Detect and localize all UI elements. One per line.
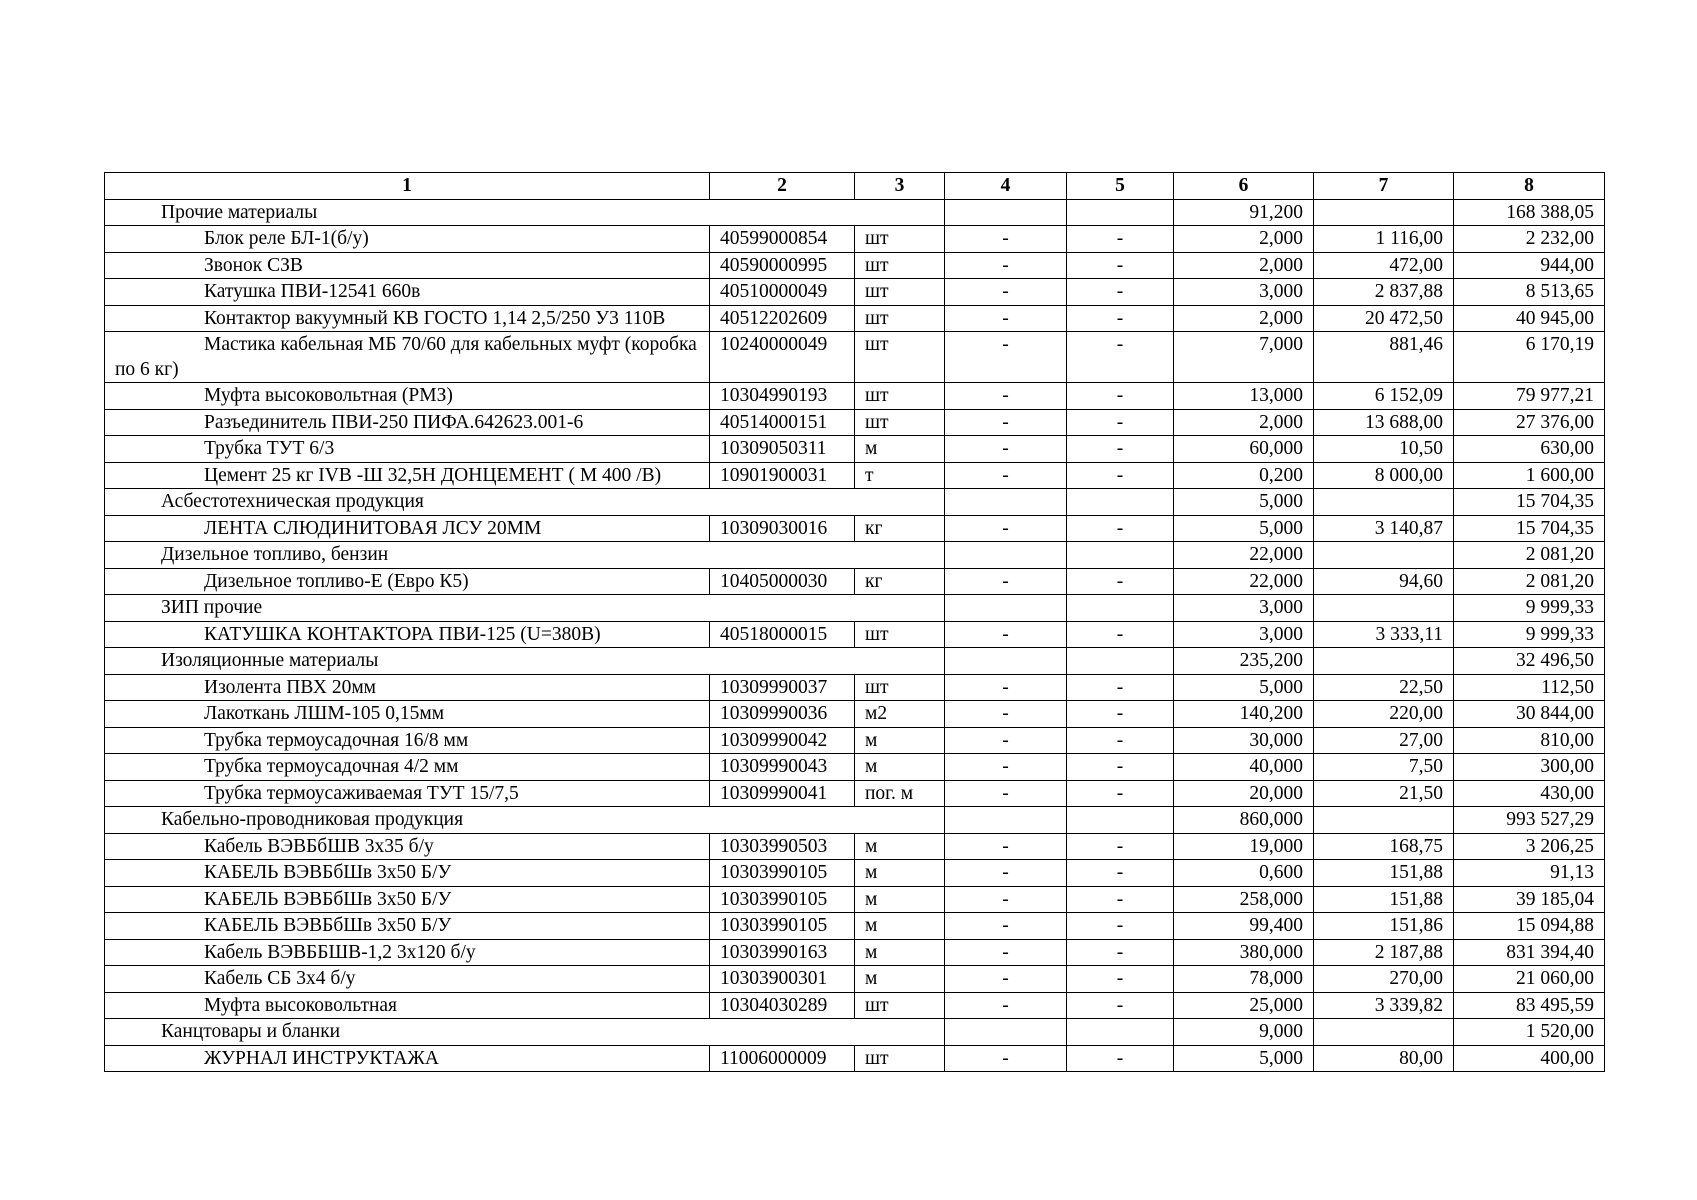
table-row [105, 886, 1605, 913]
code-cell: 10240000049 [710, 332, 855, 383]
price-cell [1314, 648, 1454, 675]
col5-cell [1067, 1019, 1174, 1046]
price-cell: 20 472,50 [1314, 305, 1454, 332]
unit-cell: т [855, 462, 945, 489]
price-cell: 3 339,82 [1314, 992, 1454, 1019]
item-name-cell: Муфта высоковольтная (РМЗ) [105, 383, 710, 410]
col5-cell: - [1067, 754, 1174, 781]
item-name-cell: Разъединитель ПВИ-250 ПИФА.642623.001-6 [105, 409, 710, 436]
sum-cell: 8 513,65 [1454, 279, 1605, 306]
unit-cell: шт [855, 992, 945, 1019]
sum-cell: 810,00 [1454, 727, 1605, 754]
sum-cell: 1 520,00 [1454, 1019, 1605, 1046]
price-cell [1314, 807, 1454, 834]
group-row [105, 648, 1605, 675]
unit-cell: шт [855, 1045, 945, 1072]
price-cell: 168,75 [1314, 833, 1454, 860]
quantity-cell: 0,200 [1174, 462, 1314, 489]
col5-cell: - [1067, 966, 1174, 993]
sum-cell: 9 999,33 [1454, 621, 1605, 648]
price-cell: 270,00 [1314, 966, 1454, 993]
table-row [105, 305, 1605, 332]
col5-cell: - [1067, 701, 1174, 728]
col4-cell [945, 595, 1067, 622]
table-row [105, 279, 1605, 306]
unit-cell: шт [855, 279, 945, 306]
sum-cell: 40 945,00 [1454, 305, 1605, 332]
col5-cell: - [1067, 515, 1174, 542]
col4-cell: - [945, 305, 1067, 332]
sum-cell: 32 496,50 [1454, 648, 1605, 675]
table-row [105, 966, 1605, 993]
group-row [105, 595, 1605, 622]
col4-cell: - [945, 939, 1067, 966]
sum-cell: 430,00 [1454, 780, 1605, 807]
header-cell: 8 [1454, 173, 1605, 200]
header-cell: 7 [1314, 173, 1454, 200]
quantity-cell: 2,000 [1174, 226, 1314, 253]
sum-cell: 831 394,40 [1454, 939, 1605, 966]
col5-cell: - [1067, 305, 1174, 332]
unit-cell: м [855, 860, 945, 887]
item-name-cell: КАБЕЛЬ ВЭВБбШв 3х50 Б/У [105, 913, 710, 940]
col4-cell: - [945, 383, 1067, 410]
price-cell: 13 688,00 [1314, 409, 1454, 436]
code-cell: 10303990503 [710, 833, 855, 860]
group-row [105, 489, 1605, 516]
quantity-cell: 235,200 [1174, 648, 1314, 675]
document-page [104, 172, 1604, 1072]
sum-cell: 2 081,20 [1454, 542, 1605, 569]
group-name-cell: ЗИП прочие [105, 595, 945, 622]
price-cell: 220,00 [1314, 701, 1454, 728]
price-cell [1314, 595, 1454, 622]
quantity-cell: 3,000 [1174, 595, 1314, 622]
sum-cell: 1 600,00 [1454, 462, 1605, 489]
price-cell: 80,00 [1314, 1045, 1454, 1072]
unit-cell: шт [855, 305, 945, 332]
sum-cell: 9 999,33 [1454, 595, 1605, 622]
sum-cell: 39 185,04 [1454, 886, 1605, 913]
col5-cell: - [1067, 939, 1174, 966]
price-cell: 27,00 [1314, 727, 1454, 754]
price-cell: 3 140,87 [1314, 515, 1454, 542]
quantity-cell: 2,000 [1174, 305, 1314, 332]
col4-cell: - [945, 1045, 1067, 1072]
col5-cell: - [1067, 621, 1174, 648]
col4-cell: - [945, 992, 1067, 1019]
unit-cell: пог. м [855, 780, 945, 807]
quantity-cell: 2,000 [1174, 252, 1314, 279]
sum-cell: 168 388,05 [1454, 199, 1605, 226]
sum-cell: 112,50 [1454, 674, 1605, 701]
col4-cell: - [945, 860, 1067, 887]
col5-cell: - [1067, 727, 1174, 754]
table-row [105, 515, 1605, 542]
price-cell [1314, 1019, 1454, 1046]
group-name-cell: Прочие материалы [105, 199, 945, 226]
table-row [105, 621, 1605, 648]
quantity-cell: 19,000 [1174, 833, 1314, 860]
code-cell: 10303900301 [710, 966, 855, 993]
col5-cell: - [1067, 568, 1174, 595]
price-cell: 94,60 [1314, 568, 1454, 595]
unit-cell: кг [855, 568, 945, 595]
price-cell: 7,50 [1314, 754, 1454, 781]
unit-cell: м [855, 727, 945, 754]
item-name-cell: Блок реле БЛ-1(б/у) [105, 226, 710, 253]
sum-cell: 21 060,00 [1454, 966, 1605, 993]
price-cell: 472,00 [1314, 252, 1454, 279]
col4-cell [945, 807, 1067, 834]
col4-cell: - [945, 833, 1067, 860]
group-name-cell: Изоляционные материалы [105, 648, 945, 675]
col4-cell [945, 199, 1067, 226]
col4-cell: - [945, 886, 1067, 913]
unit-cell: шт [855, 409, 945, 436]
item-name-cell: Трубка термоусадочная 16/8 мм [105, 727, 710, 754]
col4-cell [945, 1019, 1067, 1046]
price-cell: 10,50 [1314, 436, 1454, 463]
code-cell: 40514000151 [710, 409, 855, 436]
quantity-cell: 860,000 [1174, 807, 1314, 834]
col5-cell: - [1067, 674, 1174, 701]
table-row [105, 1045, 1605, 1072]
item-name-cell: Лакоткань ЛШМ-105 0,15мм [105, 701, 710, 728]
col5-cell [1067, 595, 1174, 622]
quantity-cell: 5,000 [1174, 1045, 1314, 1072]
table-row [105, 860, 1605, 887]
item-name-cell: Изолента ПВХ 20мм [105, 674, 710, 701]
col4-cell: - [945, 332, 1067, 383]
table-row [105, 833, 1605, 860]
group-row [105, 1019, 1605, 1046]
price-cell: 151,88 [1314, 860, 1454, 887]
col4-cell: - [945, 727, 1067, 754]
code-cell: 10309050311 [710, 436, 855, 463]
col5-cell: - [1067, 226, 1174, 253]
col5-cell [1067, 542, 1174, 569]
unit-cell: м2 [855, 701, 945, 728]
code-cell: 10309030016 [710, 515, 855, 542]
col5-cell: - [1067, 409, 1174, 436]
sum-cell: 15 704,35 [1454, 515, 1605, 542]
header-cell: 2 [710, 173, 855, 200]
col4-cell: - [945, 436, 1067, 463]
item-name-cell: Цемент 25 кг IVB -Ш 32,5Н ДОНЦЕМЕНТ ( М 400 /В) [105, 462, 710, 489]
col4-cell: - [945, 252, 1067, 279]
unit-cell: шт [855, 332, 945, 383]
item-name-cell: Звонок СЗВ [105, 252, 710, 279]
col5-cell: - [1067, 780, 1174, 807]
unit-cell: м [855, 966, 945, 993]
code-cell: 40590000995 [710, 252, 855, 279]
col5-cell: - [1067, 1045, 1174, 1072]
materials-table [104, 172, 1605, 1072]
table-row [105, 939, 1605, 966]
col4-cell: - [945, 409, 1067, 436]
unit-cell: м [855, 939, 945, 966]
group-row [105, 807, 1605, 834]
table-row [105, 436, 1605, 463]
price-cell [1314, 489, 1454, 516]
table-row [105, 568, 1605, 595]
quantity-cell: 13,000 [1174, 383, 1314, 410]
sum-cell: 630,00 [1454, 436, 1605, 463]
table-body [105, 199, 1605, 1072]
col4-cell: - [945, 515, 1067, 542]
table-row [105, 727, 1605, 754]
code-cell: 10303990163 [710, 939, 855, 966]
col4-cell: - [945, 913, 1067, 940]
code-cell: 10309990042 [710, 727, 855, 754]
item-name-cell: ЖУРНАЛ ИНСТРУКТАЖА [105, 1045, 710, 1072]
header-cell: 1 [105, 173, 710, 200]
quantity-cell: 5,000 [1174, 674, 1314, 701]
col5-cell [1067, 807, 1174, 834]
quantity-cell: 60,000 [1174, 436, 1314, 463]
unit-cell: шт [855, 383, 945, 410]
item-name-cell: КАТУШКА КОНТАКТОРА ПВИ-125 (U=380В) [105, 621, 710, 648]
price-cell: 151,88 [1314, 886, 1454, 913]
col5-cell: - [1067, 913, 1174, 940]
code-cell: 10303990105 [710, 913, 855, 940]
sum-cell: 6 170,19 [1454, 332, 1605, 383]
quantity-cell: 30,000 [1174, 727, 1314, 754]
quantity-cell: 40,000 [1174, 754, 1314, 781]
table-row [105, 252, 1605, 279]
col5-cell: - [1067, 992, 1174, 1019]
unit-cell: м [855, 436, 945, 463]
unit-cell: шт [855, 252, 945, 279]
table-row [105, 913, 1605, 940]
sum-cell: 2 081,20 [1454, 568, 1605, 595]
col4-cell: - [945, 279, 1067, 306]
quantity-cell: 20,000 [1174, 780, 1314, 807]
table-row [105, 992, 1605, 1019]
quantity-cell: 99,400 [1174, 913, 1314, 940]
group-name-cell: Кабельно-проводниковая продукция [105, 807, 945, 834]
sum-cell: 79 977,21 [1454, 383, 1605, 410]
item-name-cell: ЛЕНТА СЛЮДИНИТОВАЯ ЛСУ 20ММ [105, 515, 710, 542]
table-row [105, 383, 1605, 410]
col4-cell [945, 489, 1067, 516]
price-cell: 6 152,09 [1314, 383, 1454, 410]
code-cell: 10304990193 [710, 383, 855, 410]
unit-cell: м [855, 886, 945, 913]
quantity-cell: 5,000 [1174, 515, 1314, 542]
price-cell: 21,50 [1314, 780, 1454, 807]
item-name-cell: Трубка термоусаживаемая ТУТ 15/7,5 [105, 780, 710, 807]
col5-cell [1067, 648, 1174, 675]
quantity-cell: 3,000 [1174, 621, 1314, 648]
quantity-cell: 91,200 [1174, 199, 1314, 226]
header-cell: 4 [945, 173, 1067, 200]
table-row [105, 409, 1605, 436]
col5-cell: - [1067, 383, 1174, 410]
price-cell: 3 333,11 [1314, 621, 1454, 648]
sum-cell: 400,00 [1454, 1045, 1605, 1072]
col4-cell: - [945, 966, 1067, 993]
unit-cell: шт [855, 674, 945, 701]
col4-cell: - [945, 226, 1067, 253]
sum-cell: 944,00 [1454, 252, 1605, 279]
col4-cell: - [945, 780, 1067, 807]
table-row [105, 701, 1605, 728]
sum-cell: 2 232,00 [1454, 226, 1605, 253]
quantity-cell: 380,000 [1174, 939, 1314, 966]
col4-cell [945, 542, 1067, 569]
header-row [105, 173, 1605, 200]
code-cell: 10309990036 [710, 701, 855, 728]
item-name-cell: Кабель ВЭВБбШВ 3х35 б/у [105, 833, 710, 860]
quantity-cell: 78,000 [1174, 966, 1314, 993]
col5-cell: - [1067, 436, 1174, 463]
header-cell: 6 [1174, 173, 1314, 200]
item-name-cell: КАБЕЛЬ ВЭВБбШв 3х50 Б/У [105, 886, 710, 913]
sum-cell: 27 376,00 [1454, 409, 1605, 436]
code-cell: 10405000030 [710, 568, 855, 595]
sum-cell: 83 495,59 [1454, 992, 1605, 1019]
group-row [105, 542, 1605, 569]
price-cell: 2 837,88 [1314, 279, 1454, 306]
quantity-cell: 7,000 [1174, 332, 1314, 383]
col4-cell: - [945, 701, 1067, 728]
unit-cell: м [855, 754, 945, 781]
group-name-cell: Асбестотехническая продукция [105, 489, 945, 516]
price-cell: 881,46 [1314, 332, 1454, 383]
quantity-cell: 140,200 [1174, 701, 1314, 728]
col5-cell [1067, 489, 1174, 516]
col5-cell: - [1067, 860, 1174, 887]
sum-cell: 30 844,00 [1454, 701, 1605, 728]
col5-cell: - [1067, 279, 1174, 306]
col5-cell: - [1067, 252, 1174, 279]
quantity-cell: 2,000 [1174, 409, 1314, 436]
quantity-cell: 5,000 [1174, 489, 1314, 516]
table-row [105, 780, 1605, 807]
code-cell: 40512202609 [710, 305, 855, 332]
header-cell: 5 [1067, 173, 1174, 200]
sum-cell: 15 094,88 [1454, 913, 1605, 940]
item-name-cell: Кабель СБ 3х4 б/у [105, 966, 710, 993]
item-name-cell: Муфта высоковольтная [105, 992, 710, 1019]
sum-cell: 3 206,25 [1454, 833, 1605, 860]
quantity-cell: 25,000 [1174, 992, 1314, 1019]
unit-cell: шт [855, 226, 945, 253]
table-row [105, 226, 1605, 253]
group-name-cell: Дизельное топливо, бензин [105, 542, 945, 569]
code-cell: 10303990105 [710, 886, 855, 913]
price-cell: 2 187,88 [1314, 939, 1454, 966]
table-row [105, 674, 1605, 701]
table-row [105, 754, 1605, 781]
col4-cell: - [945, 754, 1067, 781]
code-cell: 40599000854 [710, 226, 855, 253]
col4-cell: - [945, 568, 1067, 595]
item-name-cell: Контактор вакуумный КВ ГОСТО 1,14 2,5/250 У3 110В [105, 305, 710, 332]
code-cell: 11006000009 [710, 1045, 855, 1072]
col5-cell [1067, 199, 1174, 226]
col5-cell: - [1067, 833, 1174, 860]
code-cell: 10309990037 [710, 674, 855, 701]
table-row [105, 332, 1605, 383]
price-cell [1314, 542, 1454, 569]
unit-cell: м [855, 833, 945, 860]
price-cell [1314, 199, 1454, 226]
header-cell: 3 [855, 173, 945, 200]
code-cell: 10304030289 [710, 992, 855, 1019]
quantity-cell: 3,000 [1174, 279, 1314, 306]
group-name-cell: Канцтовары и бланки [105, 1019, 945, 1046]
col5-cell: - [1067, 332, 1174, 383]
code-cell: 10303990105 [710, 860, 855, 887]
table-row [105, 462, 1605, 489]
item-name-cell: Трубка ТУТ 6/3 [105, 436, 710, 463]
unit-cell: м [855, 913, 945, 940]
price-cell: 1 116,00 [1314, 226, 1454, 253]
item-name-cell: Трубка термоусадочная 4/2 мм [105, 754, 710, 781]
col4-cell: - [945, 674, 1067, 701]
item-name-cell: КАБЕЛЬ ВЭВБбШв 3х50 Б/У [105, 860, 710, 887]
col4-cell: - [945, 621, 1067, 648]
code-cell: 10309990043 [710, 754, 855, 781]
item-name-cell: Катушка ПВИ-12541 660в [105, 279, 710, 306]
code-cell: 10309990041 [710, 780, 855, 807]
item-name-cell: Дизельное топливо-Е (Евро К5) [105, 568, 710, 595]
col5-cell: - [1067, 462, 1174, 489]
item-name-cell: Мастика кабельная МБ 70/60 для кабельных муфт (коробка по 6 кг) [105, 332, 710, 383]
quantity-cell: 22,000 [1174, 542, 1314, 569]
quantity-cell: 22,000 [1174, 568, 1314, 595]
price-cell: 151,86 [1314, 913, 1454, 940]
col4-cell [945, 648, 1067, 675]
unit-cell: кг [855, 515, 945, 542]
unit-cell: шт [855, 621, 945, 648]
code-cell: 40518000015 [710, 621, 855, 648]
quantity-cell: 9,000 [1174, 1019, 1314, 1046]
col4-cell: - [945, 462, 1067, 489]
sum-cell: 91,13 [1454, 860, 1605, 887]
group-row [105, 199, 1605, 226]
price-cell: 8 000,00 [1314, 462, 1454, 489]
quantity-cell: 0,600 [1174, 860, 1314, 887]
code-cell: 10901900031 [710, 462, 855, 489]
item-name-cell: Кабель ВЭВББШВ-1,2 3х120 б/у [105, 939, 710, 966]
sum-cell: 993 527,29 [1454, 807, 1605, 834]
quantity-cell: 258,000 [1174, 886, 1314, 913]
sum-cell: 300,00 [1454, 754, 1605, 781]
price-cell: 22,50 [1314, 674, 1454, 701]
code-cell: 40510000049 [710, 279, 855, 306]
col5-cell: - [1067, 886, 1174, 913]
sum-cell: 15 704,35 [1454, 489, 1605, 516]
